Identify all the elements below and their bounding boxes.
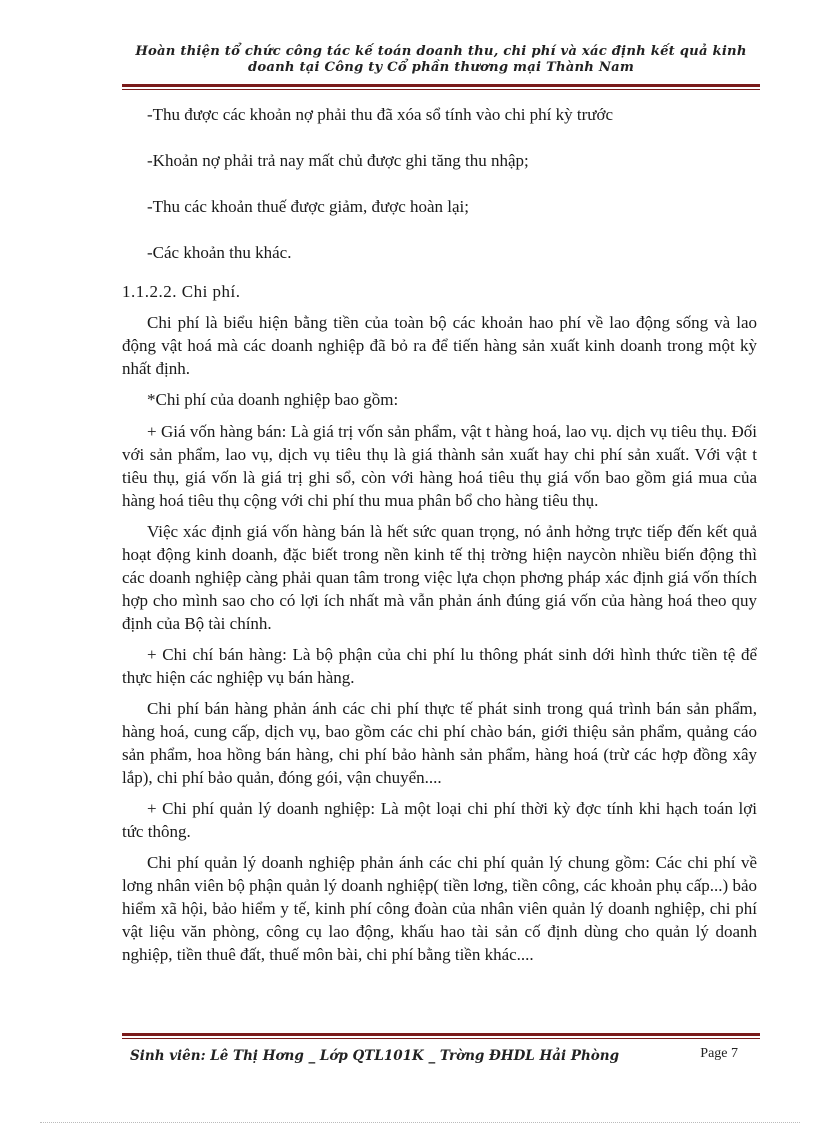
list-item: -Thu các khoản thuế được giảm, được hoàn lại; xyxy=(147,197,469,216)
paragraph: Chi phí là biểu hiện bằng tiền của toàn bộ các khoản hao phí về lao động sống và lao động vật hoá mà các doanh nghiệp đã bỏ ra để tiến hàng sản xuất kinh doanh trong một kỳ nhất định. xyxy=(122,313,757,378)
paragraph: + Giá vốn hàng bán: Là giá trị vốn sản phẩm, vật t hàng hoá, lao vụ. dịch vụ tiêu thụ. Đối với sản phẩm, lao vụ, dịch vụ tiêu thụ là giá thành sản xuất hay chi phí sản xuất. Với vật t tiêu thụ, giá vốn là giá trị ghi sổ, còn với hàng hoá tiêu thụ giá vốn bao gồm giá mua của hàng hoá tiêu thụ cộng với chi phí thu mua phân bổ cho hàng tiêu thụ. xyxy=(122,422,757,510)
header-line-1: Hoàn thiện tổ chức công tác kế toán doanh thu, chi phí và xác định kết quả kinh xyxy=(135,44,747,59)
footer-signature: Sinh viên: Lê Thị Hơng _ Lớp QTL101K _ Trờng ĐHDL Hải Phòng xyxy=(130,1048,620,1064)
page-number: Page 7 xyxy=(700,1046,738,1061)
paragraph: Việc xác định giá vốn hàng bán là hết sức quan trọng, nó ảnh hởng trực tiếp đến kết quả hoạt động kinh doanh, đặc biết trong nền kinh tế thị trờng hiện naycòn nhiều biến động thì các doanh nghiệp càng phải quan tâm trong việc lựa chọn phơng pháp xác định giá vốn thích hợp cho mình sao cho có lợi ích nhất mà vẫn phản ánh đúng giá vốn của hàng hoá theo quy định của Bộ tài chính. xyxy=(122,522,757,633)
paragraph: + Chi chí bán hàng: Là bộ phận của chi phí lu thông phát sinh dới hình thức tiền tệ để thực hiện các nghiệp vụ bán hàng. xyxy=(122,645,757,687)
list-item: -Thu được các khoản nợ phải thu đã xóa sổ tính vào chi phí kỳ trước xyxy=(147,105,614,124)
paragraph: Chi phí quản lý doanh nghiệp phản ánh các chi phí quản lý chung gồm: Các chi phí về lơng nhân viên bộ phận quản lý doanh nghiệp( tiền lơng, tiền công, các khoản phụ cấp...) bảo hiểm xã hội, bảo hiểm y tế, kinh phí công đoàn của nhân viên quản lý doanh nghiệp, chi phí vật liệu văn phòng, công cụ lao động, khấu hao tài sản cố định dùng cho quản lý doanh nghiệp, tiền thuê đất, thuế môn bài, chi phí bằng tiền khác.... xyxy=(122,853,757,964)
list-item: -Các khoản thu khác. xyxy=(147,243,292,262)
paragraph: *Chi phí của doanh nghiệp bao gồm: xyxy=(147,390,399,409)
section-heading: 1.1.2.2. Chi phí. xyxy=(122,282,241,301)
footer-divider xyxy=(122,1033,760,1039)
header-divider xyxy=(122,84,760,90)
page-body xyxy=(122,96,757,974)
paragraph: + Chi phí quản lý doanh nghiệp: Là một loại chi phí thời kỳ đợc tính khi hạch toán lợi tức thông. xyxy=(122,799,757,841)
page-header xyxy=(122,44,760,76)
paragraph: Chi phí bán hàng phản ánh các chi phí thực tế phát sinh trong quá trình bán sản phẩm, hàng hoá, cung cấp, dịch vụ, bao gồm các chi phí chào bán, giới thiệu sản phẩm, quảng cáo sản phẩm, hoa hồng bán hàng, chi phí bảo hành sản phẩm, hàng hoá (trừ các hợp đồng xây lắp), chi phí bảo quản, đóng gói, vận chuyển.... xyxy=(122,699,757,787)
list-item: -Khoản nợ phải trả nay mất chủ được ghi tăng thu nhập; xyxy=(147,151,529,170)
page-footer xyxy=(130,1048,760,1072)
header-line-2: doanh tại Công ty Cổ phần thương mại Thành Nam xyxy=(247,60,635,75)
